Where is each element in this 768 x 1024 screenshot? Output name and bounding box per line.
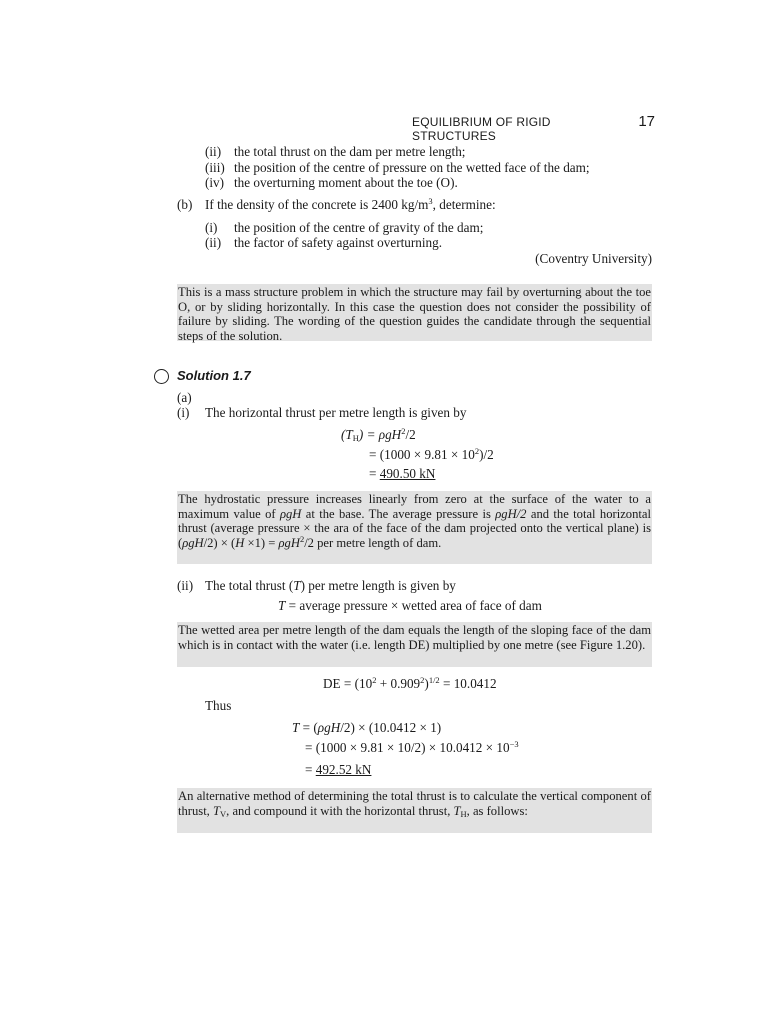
solution-marker-icon <box>154 369 169 384</box>
equation-result: = 490.50 kN <box>369 466 436 481</box>
commentary-box <box>177 491 652 564</box>
equation-line: = $(1000 \times 9.81 \times 10/2) \times 10.0412 \times 10^{-3}$ <box>305 739 519 755</box>
list-item-text: the position of the centre of pressure on the wetted face of the dam; <box>234 160 590 175</box>
commentary-box <box>177 622 652 667</box>
equation-line: T = (ρgH/2) × (10.0412 × 1) <box>292 720 442 735</box>
step-text: The horizontal thrust per metre length is given by <box>205 405 467 420</box>
step-text: The total thrust (T) per metre length is given by <box>205 578 456 593</box>
solution-heading: Solution 1.7 <box>177 368 251 383</box>
source-attribution: (Coventry University) <box>535 251 652 266</box>
list-item-text: the factor of safety against overturning. <box>234 235 442 250</box>
list-number: (iii) <box>205 160 225 175</box>
commentary-text: The wetted area per metre length of the dam equals the length of the sloping face of the dam which is in contact with the water (i.e. length DE) multiplied by one metre (see Figure 1.20). <box>178 623 651 652</box>
page-number: 17 <box>638 113 655 130</box>
equation-line: $(T_H) = \rho gH^2/2$ <box>341 426 416 443</box>
equation-line: T = average pressure × wetted area of face of dam <box>278 598 542 613</box>
list-item-text: the total thrust on the dam per metre length; <box>234 144 466 159</box>
equation-result: = 492.52 kN <box>305 762 372 777</box>
step-number: (i) <box>177 405 190 420</box>
thus-label: Thus <box>205 698 232 713</box>
list-number: (ii) <box>205 235 222 250</box>
list-number: (i) <box>205 220 218 235</box>
list-number: (iv) <box>205 175 225 190</box>
commentary-text: The hydrostatic pressure increases linearly from zero at the surface of the water to a maximum value of ρgH at the base. The average pressure is ρgH/2 and the total horizontal thrust (average pressure × the ara of the face of the dam projected onto the vertical plane) is (ρgH/2) × (H ×1) = ρgH$^2$/2 per metre length of dam. <box>178 492 651 550</box>
commentary-box <box>177 284 652 341</box>
part-b-text: If the density of the concrete is 2400 $kg/m^3$, determine: <box>205 196 496 212</box>
commentary-text: This is a mass structure problem in which the structure may fail by overturning about the toe O, or by sliding horizontally. In this case the question does not consider the possibility of failure by sliding. The wording of the question guides the candidate through the sequential steps of the solution. <box>178 285 651 343</box>
running-header <box>412 113 655 143</box>
commentary-text: An alternative method of determining the total thrust is to calculate the vertical component of thrust, $T_V$, and compound it with the horizontal thrust, $T_H$, as follows: <box>178 789 651 819</box>
list-number: (ii) <box>205 144 222 159</box>
chapter-title: EQUILIBRIUM OF RIGID STRUCTURES <box>412 115 551 143</box>
part-b-label: (b) <box>177 197 193 212</box>
list-item <box>205 144 221 160</box>
list-item-text: the overturning moment about the toe (O). <box>234 175 458 190</box>
list-item-text: the position of the centre of gravity of the dam; <box>234 220 484 235</box>
part-a-label: (a) <box>177 390 192 405</box>
equation-line: = $(1000 \times 9.81 \times 10^2)/2$ <box>369 446 494 462</box>
commentary-box <box>177 788 652 833</box>
equation-line: DE = $(10^2 + 0.909^2)^{1/2} = 10.0412$ <box>323 675 497 691</box>
step-number: (ii) <box>177 578 194 593</box>
